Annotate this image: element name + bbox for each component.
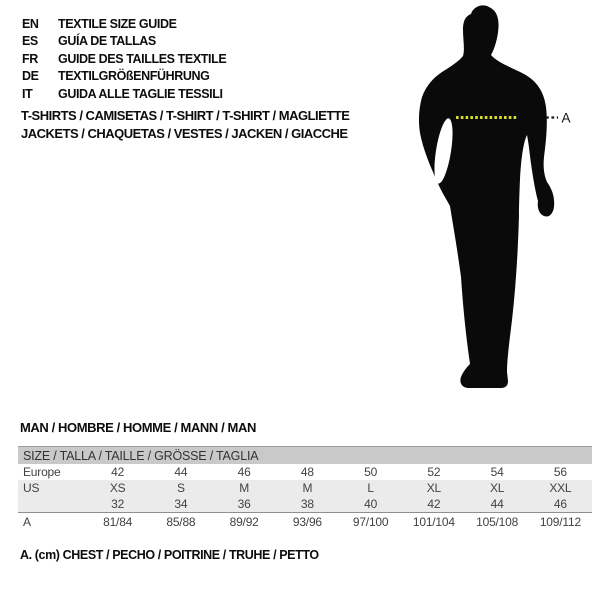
table-row-us — [18, 480, 592, 496]
language-label: GUIDA ALLE TAGLIE TESSILI — [58, 86, 223, 101]
language-row-es — [22, 33, 226, 51]
table-row-chest-a — [18, 513, 592, 530]
size-cell: 34 — [174, 497, 188, 511]
language-label: GUÍA DE TALLAS — [58, 34, 156, 49]
language-label: TEXTILGRÖßENFÜHRUNG — [58, 69, 210, 84]
language-row-en — [22, 15, 226, 33]
section-title: MAN / HOMBRE / HOMME / MANN / MAN — [20, 420, 256, 435]
size-cell: 44 — [174, 465, 188, 479]
size-cell: 109/112 — [539, 514, 581, 529]
size-cell: M — [239, 481, 250, 495]
size-cell: 50 — [364, 465, 378, 479]
size-cell: 97/100 — [352, 514, 389, 529]
size-cell: 38 — [300, 497, 314, 511]
row-label: US — [23, 481, 40, 495]
garment-line-tshirts: T-SHIRTS / CAMISETAS / T-SHIRT / T-SHIRT / MAGLIETTE — [21, 108, 350, 123]
size-cell: 85/88 — [166, 514, 196, 529]
size-cell: 42 — [427, 497, 441, 511]
table-row-us-numeric — [18, 496, 592, 513]
language-row-fr — [22, 50, 226, 68]
size-cell: XXL — [549, 481, 572, 495]
language-row-it — [22, 85, 226, 103]
size-cell: 89/92 — [229, 514, 259, 529]
size-cell: 101/104 — [412, 514, 455, 529]
language-label: TEXTILE SIZE GUIDE — [58, 16, 177, 31]
size-cell: 42 — [111, 465, 125, 479]
table-row-europe — [18, 464, 592, 480]
size-cell: 46 — [553, 497, 567, 511]
language-label: GUIDE DES TAILLES TEXTILE — [58, 51, 227, 66]
size-cell: 36 — [237, 497, 251, 511]
size-cell: L — [367, 481, 374, 495]
size-cell: 44 — [490, 497, 504, 511]
language-code: FR — [22, 51, 38, 66]
size-cell: XL — [489, 481, 505, 495]
size-cell: M — [302, 481, 313, 495]
measure-label-a: A — [561, 110, 571, 126]
size-cell: 40 — [364, 497, 378, 511]
size-cell: 56 — [553, 465, 567, 479]
language-list — [22, 15, 226, 103]
language-code: IT — [22, 86, 33, 101]
size-cell: 52 — [427, 465, 441, 479]
garment-types-heading — [21, 107, 349, 143]
man-silhouette-figure — [395, 0, 600, 400]
size-cell: 54 — [490, 465, 504, 479]
size-cell: S — [176, 481, 185, 495]
language-row-de — [22, 68, 226, 86]
size-cell: XS — [109, 481, 126, 495]
language-code: EN — [22, 16, 39, 31]
size-cell: 105/108 — [476, 514, 519, 529]
size-cell: 93/96 — [292, 514, 322, 529]
size-table — [18, 446, 592, 530]
row-label: A — [23, 514, 31, 529]
language-code: DE — [22, 69, 39, 84]
size-table-header: SIZE / TALLA / TAILLE / GRÖSSE / TAGLIA — [18, 447, 592, 464]
language-code: ES — [22, 34, 38, 49]
man-silhouette — [419, 5, 554, 388]
size-cell: 81/84 — [103, 514, 133, 529]
garment-line-jackets: JACKETS / CHAQUETAS / VESTES / JACKEN / GIACCHE — [21, 126, 348, 141]
size-cell: 32 — [111, 497, 125, 511]
size-cell: 46 — [237, 465, 251, 479]
row-label: Europe — [23, 465, 61, 479]
size-cell: XL — [426, 481, 442, 495]
size-cell: 48 — [300, 465, 314, 479]
measurement-footnote: A. (cm) CHEST / PECHO / POITRINE / TRUHE / PETTO — [20, 548, 319, 562]
